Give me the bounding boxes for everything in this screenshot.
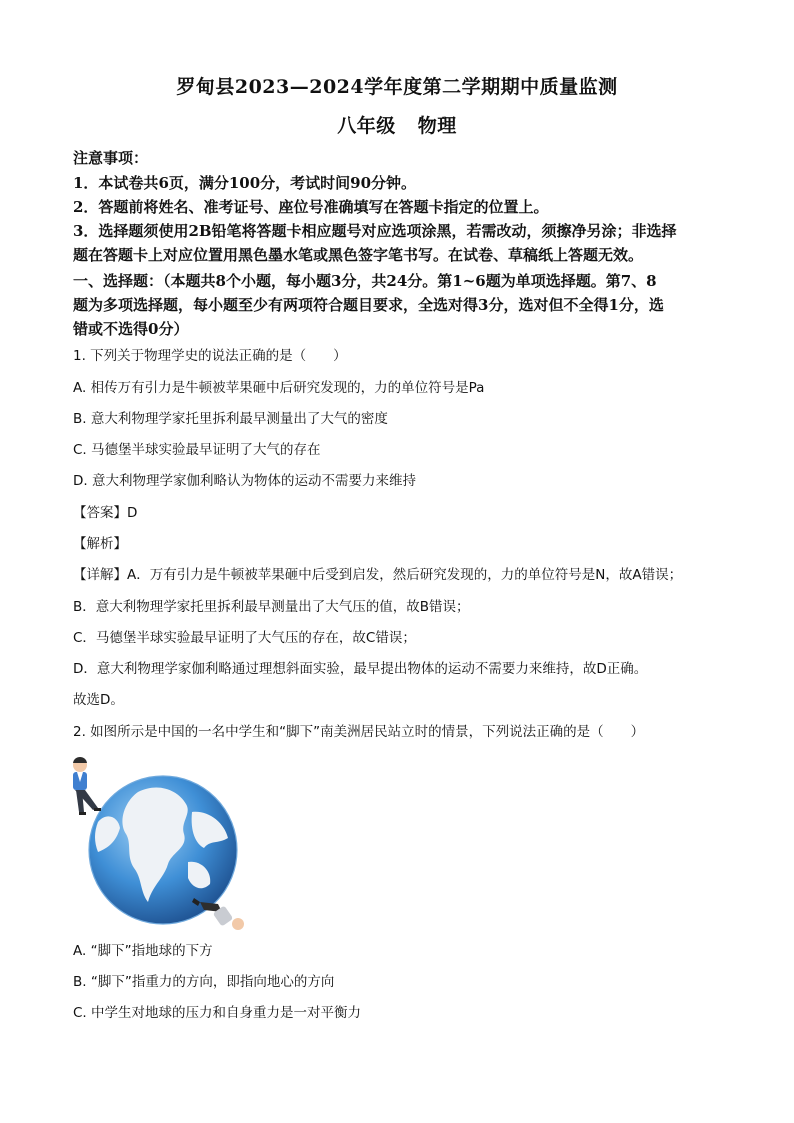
earth-illustration xyxy=(68,752,258,930)
section-1-line-1: 一、选择题：（本题共8个小题，每小题3分，共24分。第1~6题为单项选择题。第7、8 xyxy=(73,272,657,290)
q1-option-d: D. 意大利物理学家伽利略认为物体的运动不需要力来维持 xyxy=(73,473,416,489)
q1-analysis-label: 【解析】 xyxy=(73,536,127,552)
q1-answer xyxy=(73,502,723,524)
answer-label: 【答案】 xyxy=(73,505,127,521)
q1-option-a: A. 相传万有引力是牛顿被苹果砸中后研究发现的，力的单位符号是Pa xyxy=(73,380,485,396)
q1-detail-d: D．意大利物理学家伽利略通过理想斜面实验，最早提出物体的运动不需要力来维持，故D正确。 xyxy=(73,661,648,677)
notes-item-3-line-1: 3．选择题须使用2B铅笔将答题卡相应题号对应选项涂黑，若需改动，须擦净另涂；非选择 xyxy=(73,222,677,240)
notes-item-2: 2．答题前将姓名、准考证号、座位号准确填写在答题卡指定的位置上。 xyxy=(73,198,549,216)
q1-option-c: C. 马德堡半球实验最早证明了大气的存在 xyxy=(73,442,321,458)
grade-label: 八年级 xyxy=(337,115,396,137)
notes-item-1: 1．本试卷共6页，满分100分，考试时间90分钟。 xyxy=(73,174,417,192)
exam-title: 罗甸县2023—2024学年度第二学期期中质量监测 xyxy=(176,76,618,98)
q1-stem: 1. 下列关于物理学史的说法正确的是（ ） xyxy=(73,348,347,364)
detail-label: 【详解】 xyxy=(73,567,127,583)
q2-option-c: C. 中学生对地球的压力和自身重力是一对平衡力 xyxy=(73,1005,362,1021)
student-figure-icon xyxy=(73,757,101,815)
q1-conclusion: 故选D。 xyxy=(73,692,124,708)
exam-subtitle xyxy=(0,111,794,138)
subject-label: 物理 xyxy=(417,115,457,137)
q2-option-a: A. “脚下”指地球的下方 xyxy=(73,943,213,959)
q2-option-b: B. “脚下”指重力的方向，即指向地心的方向 xyxy=(73,974,335,990)
notes-item-3-line-2: 题在答题卡上对应位置用黑色墨水笔或黑色签字笔书写。在试卷、草稿纸上答题无效。 xyxy=(73,246,644,264)
detail-a-text: A．万有引力是牛顿被苹果砸中后受到启发，然后研究发现的，力的单位符号是N，故A错误； xyxy=(127,567,683,583)
notes-heading: 注意事项： xyxy=(73,149,149,167)
q1-detail-c: C．马德堡半球实验最早证明了大气压的存在，故C错误； xyxy=(73,630,416,646)
q2-stem: 2. 如图所示是中国的一名中学生和“脚下”南美洲居民站立时的情景，下列说法正确的是（ ） xyxy=(73,724,645,740)
section-1-line-3: 错或不选得0分） xyxy=(73,320,189,338)
section-1-line-2: 题为多项选择题，每小题至少有两项符合题目要求，全选对得3分，选对但不全得1分，选 xyxy=(73,296,664,314)
answer-value: D xyxy=(127,505,138,521)
q1-detail-b: B．意大利物理学家托里拆利最早测量出了大气压的值，故B错误； xyxy=(73,599,470,615)
earth-figure xyxy=(68,752,258,930)
q1-option-b: B. 意大利物理学家托里拆利最早测量出了大气的密度 xyxy=(73,411,388,427)
q1-detail-a xyxy=(73,564,723,586)
